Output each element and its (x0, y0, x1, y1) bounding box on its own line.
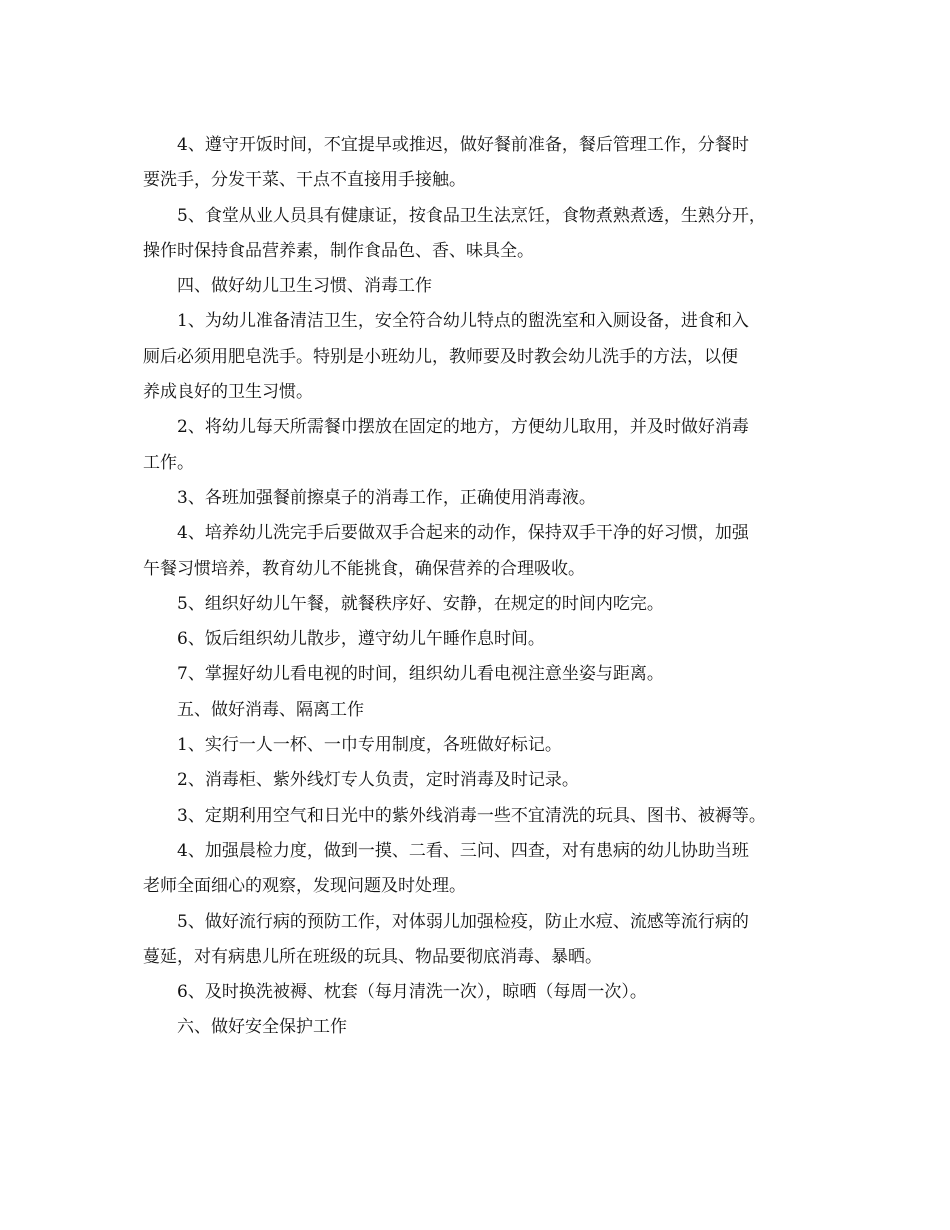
section-heading: 五、做好消毒、隔离工作 (177, 699, 364, 720)
text-line: 3、定期利用空气和日光中的紫外线消毒一些不宜清洗的玩具、图书、被褥等。 (177, 805, 766, 826)
text-line: 3、各班加强餐前擦桌子的消毒工作，正确使用消毒液。 (177, 487, 596, 508)
text-line: 5、食堂从业人员具有健康证，按食品卫生法烹饪，食物煮熟煮透，生熟分开， (177, 205, 766, 226)
text-line: 老师全面细心的观察，发现问题及时处理。 (143, 876, 466, 897)
section-heading: 四、做好幼儿卫生习惯、消毒工作 (177, 276, 432, 297)
text-line: 4、遵守开饭时间，不宜提早或推迟，做好餐前准备，餐后管理工作，分餐时 (177, 135, 749, 155)
text-line: 5、组织好幼儿午餐，就餐秩序好、安静，在规定的时间内吃完。 (177, 593, 664, 614)
text-line: 1、实行一人一杯、一巾专用制度，各班做好标记。 (177, 735, 562, 756)
text-line: 4、培养幼儿洗完手后要做双手合起来的动作，保持双手干净的好习惯，加强 (177, 523, 749, 544)
text-line: 蔓延，对有病患儿所在班级的玩具、物品要彻底消毒、暴晒。 (143, 946, 602, 967)
section-heading: 六、做好安全保护工作 (177, 1017, 347, 1038)
text-line: 2、消毒柜、紫外线灯专人负责，定时消毒及时记录。 (177, 770, 579, 791)
text-line: 4、加强晨检力度，做到一摸、二看、三问、四查，对有患病的幼儿协助当班 (177, 840, 749, 861)
text-line: 养成良好的卫生习惯。 (143, 382, 313, 403)
text-line: 7、掌握好幼儿看电视的时间，组织幼儿看电视注意坐姿与距离。 (177, 664, 664, 685)
text-line: 午餐习惯培养，教育幼儿不能挑食，确保营养的合理吸收。 (143, 558, 585, 579)
text-line: 要洗手，分发干菜、干点不直接用手接触。 (143, 170, 466, 191)
text-line: 5、做好流行病的预防工作，对体弱儿加强检疫，防止水痘、流感等流行病的 (177, 911, 749, 932)
text-line: 操作时保持食品营养素，制作食品色、香、味具全。 (143, 240, 534, 261)
document-body (143, 128, 818, 1046)
text-line: 6、及时换洗被褥、枕套（每月清洗一次），晾晒（每周一次）。 (177, 982, 647, 1003)
text-line: 厕后必须用肥皂洗手。特别是小班幼儿，教师要及时教会幼儿洗手的方法，以便 (143, 346, 738, 367)
text-line: 2、将幼儿每天所需餐巾摆放在固定的地方，方便幼儿取用，并及时做好消毒 (177, 417, 749, 438)
text-line: 1、为幼儿准备清洁卫生，安全符合幼儿特点的盥洗室和入厕设备，进食和入 (177, 311, 749, 332)
text-line: 6、饭后组织幼儿散步，遵守幼儿午睡作息时间。 (177, 629, 545, 650)
text-line: 工作。 (143, 452, 194, 473)
